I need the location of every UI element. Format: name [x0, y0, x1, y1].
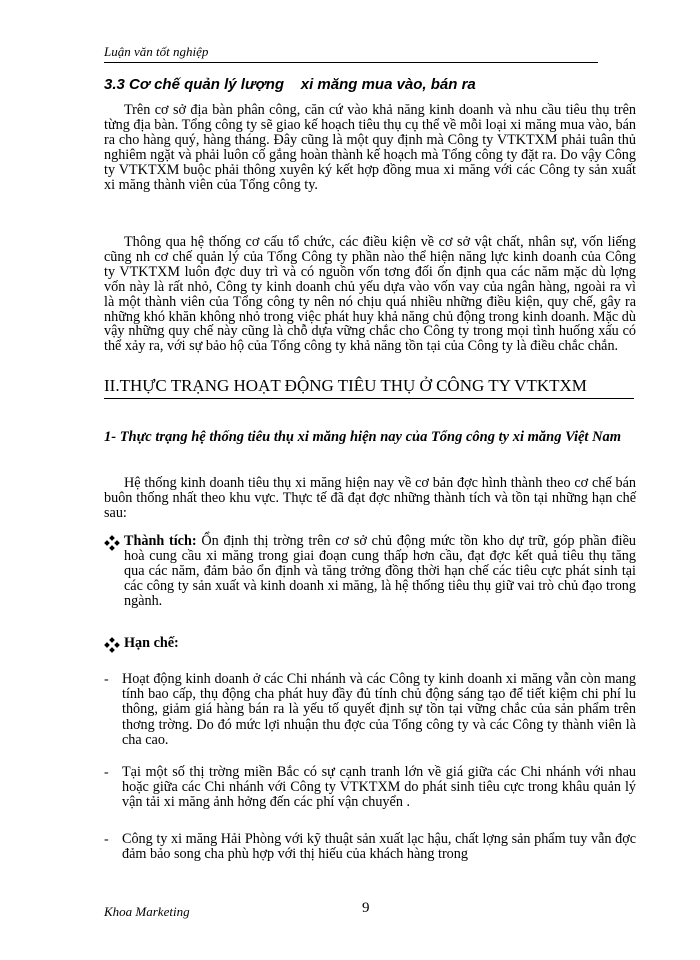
running-header: Luận văn tốt nghiệp — [104, 44, 598, 63]
dash-bullet: - — [104, 832, 109, 847]
limitation-item — [104, 832, 636, 862]
dash-bullet: - — [104, 765, 109, 780]
subsection-heading: 1- Thực trạng hệ thống tiêu thụ xi măng hiện nay của Tổng công ty xi măng Việt Nam — [104, 429, 622, 445]
achievements-block — [104, 534, 636, 609]
achievements-label: Thành tích: — [124, 533, 197, 549]
limitation-item — [104, 672, 636, 748]
footer-faculty: Khoa Marketing — [104, 904, 190, 919]
section-title: 3.3 Cơ chế quản lý lượng xi măng mua vào, bán ra — [104, 76, 476, 93]
limitations-block — [104, 636, 636, 651]
page-number: 9 — [362, 900, 370, 916]
limitation-text: Hoạt động kinh doanh ở các Chi nhánh và các Công ty kinh doanh xi măng vẫn còn mang tính bao cấp, thụ động cha phát huy đầy đủ tính chủ động sáng tạo để tiết kiệm chi phí lu thông, giảm giá hàng bán ra là yếu tố quyết định sự tồn tại vững chắc của sản phẩm trên thơng trờng. Do đó mức lợi nhuận thu đợc của Tổng công ty và các Công ty thành viên là cha cao. — [122, 671, 636, 748]
limitations-label: Hạn chế: — [124, 635, 179, 651]
diamond-bullet-icon — [104, 535, 120, 551]
dash-bullet: - — [104, 672, 109, 687]
paragraph-1: Trên cơ sở địa bàn phân công, căn cứ vào khả năng kinh doanh và nhu cầu tiêu thụ trên từng địa bàn. Tổng công ty sẽ giao kế hoạch tiêu thụ cụ thể về mỗi loại xi măng mua vào, bán ra cho hàng quý, hàng tháng. Đây cũng là một quy định mà Công ty VTKTXM phải tuân thủ nghiêm ngặt và phải luôn cố gắng hoàn thành kế hoạch mà Tổng công ty đặt ra. Do vậy Công ty VTKTXM buộc phải thông xuyên ký kết hợp đồng mua xi măng với các Công ty sản xuất xi măng thành viên của Tổng công ty. — [104, 102, 636, 193]
limitation-text: Công ty xi măng Hải Phòng với kỹ thuật sản xuất lạc hậu, chất lợng sản phẩm tuy vẫn đợc đảm bảo song cha phù hợp với thị hiếu của khách hàng trong — [122, 831, 636, 863]
diamond-bullet-icon — [104, 637, 120, 653]
chapter-heading: II.THỰC TRẠNG HOẠT ĐỘNG TIÊU THỤ Ở CÔNG TY VTKTXM — [104, 376, 634, 399]
achievements-body: Ổn định thị trờng trên cơ sở chủ động mức tồn kho dự trữ, góp phần điều hoà cung cầu xi măng trong giai đoạn cung thấp hơn cầu, đạt đợc kết quả tiêu thụ tăng qua các năm, đảm bảo ổn định và tăng trởng đồng thời hạn chế các tiêu cực phát sinh tại các công ty sản xuất và kinh doanh xi măng, là hệ thống tiêu thụ giữ vai trò chủ đạo trong ngành. — [124, 533, 636, 609]
paragraph-2: Thông qua hệ thống cơ cấu tổ chức, các điều kiện về cơ sở vật chất, nhân sự, vốn liếng cũng nh cơ chế quản lý của Tổng Công ty phần nào thể hiện năng lực kinh doanh của Công ty VTKTXM luôn đợc duy trì và có nguồn vốn tơng đối ổn định qua các năm mặc dù lợng vốn này là rất nhỏ, Công ty kinh doanh chủ yếu dựa vào vốn vay của ngân hàng, ngoài ra vì là một thành viên của Tổng công ty nên nó chịu quá nhiều những điều kiện, quy chế, gây ra những khó khăn không nhỏ trong việc phát huy khả năng chủ động trong kinh doanh. Mặc dù vậy những quy chế này cũng là chỗ dựa vững chắc cho Công ty trong mọi tình huống xấu có thể xảy ra, với sự bảo hộ của Tổng công ty khả năng tồn tại của Công ty là điều chắc chắn. — [104, 234, 636, 355]
intro-paragraph: Hệ thống kinh doanh tiêu thụ xi măng hiện nay về cơ bản đợc hình thành theo cơ chế bán buôn thống nhất theo khu vực. Thực tế đã đạt đợc những thành tích và tồn tại những hạn chế sau: — [104, 475, 636, 521]
limitation-item — [104, 765, 636, 811]
limitation-text: Tại một số thị trờng miền Bắc có sự cạnh tranh lớn về giá giữa các Chi nhánh với nhau hoặc giữa các Chi nhánh với Công ty VTKTXM do phát sinh tiêu cực trong khâu quản lý vận tải xi măng ảnh hởng đến các phí vận chuyển . — [122, 764, 636, 811]
achievements-text — [124, 534, 636, 609]
